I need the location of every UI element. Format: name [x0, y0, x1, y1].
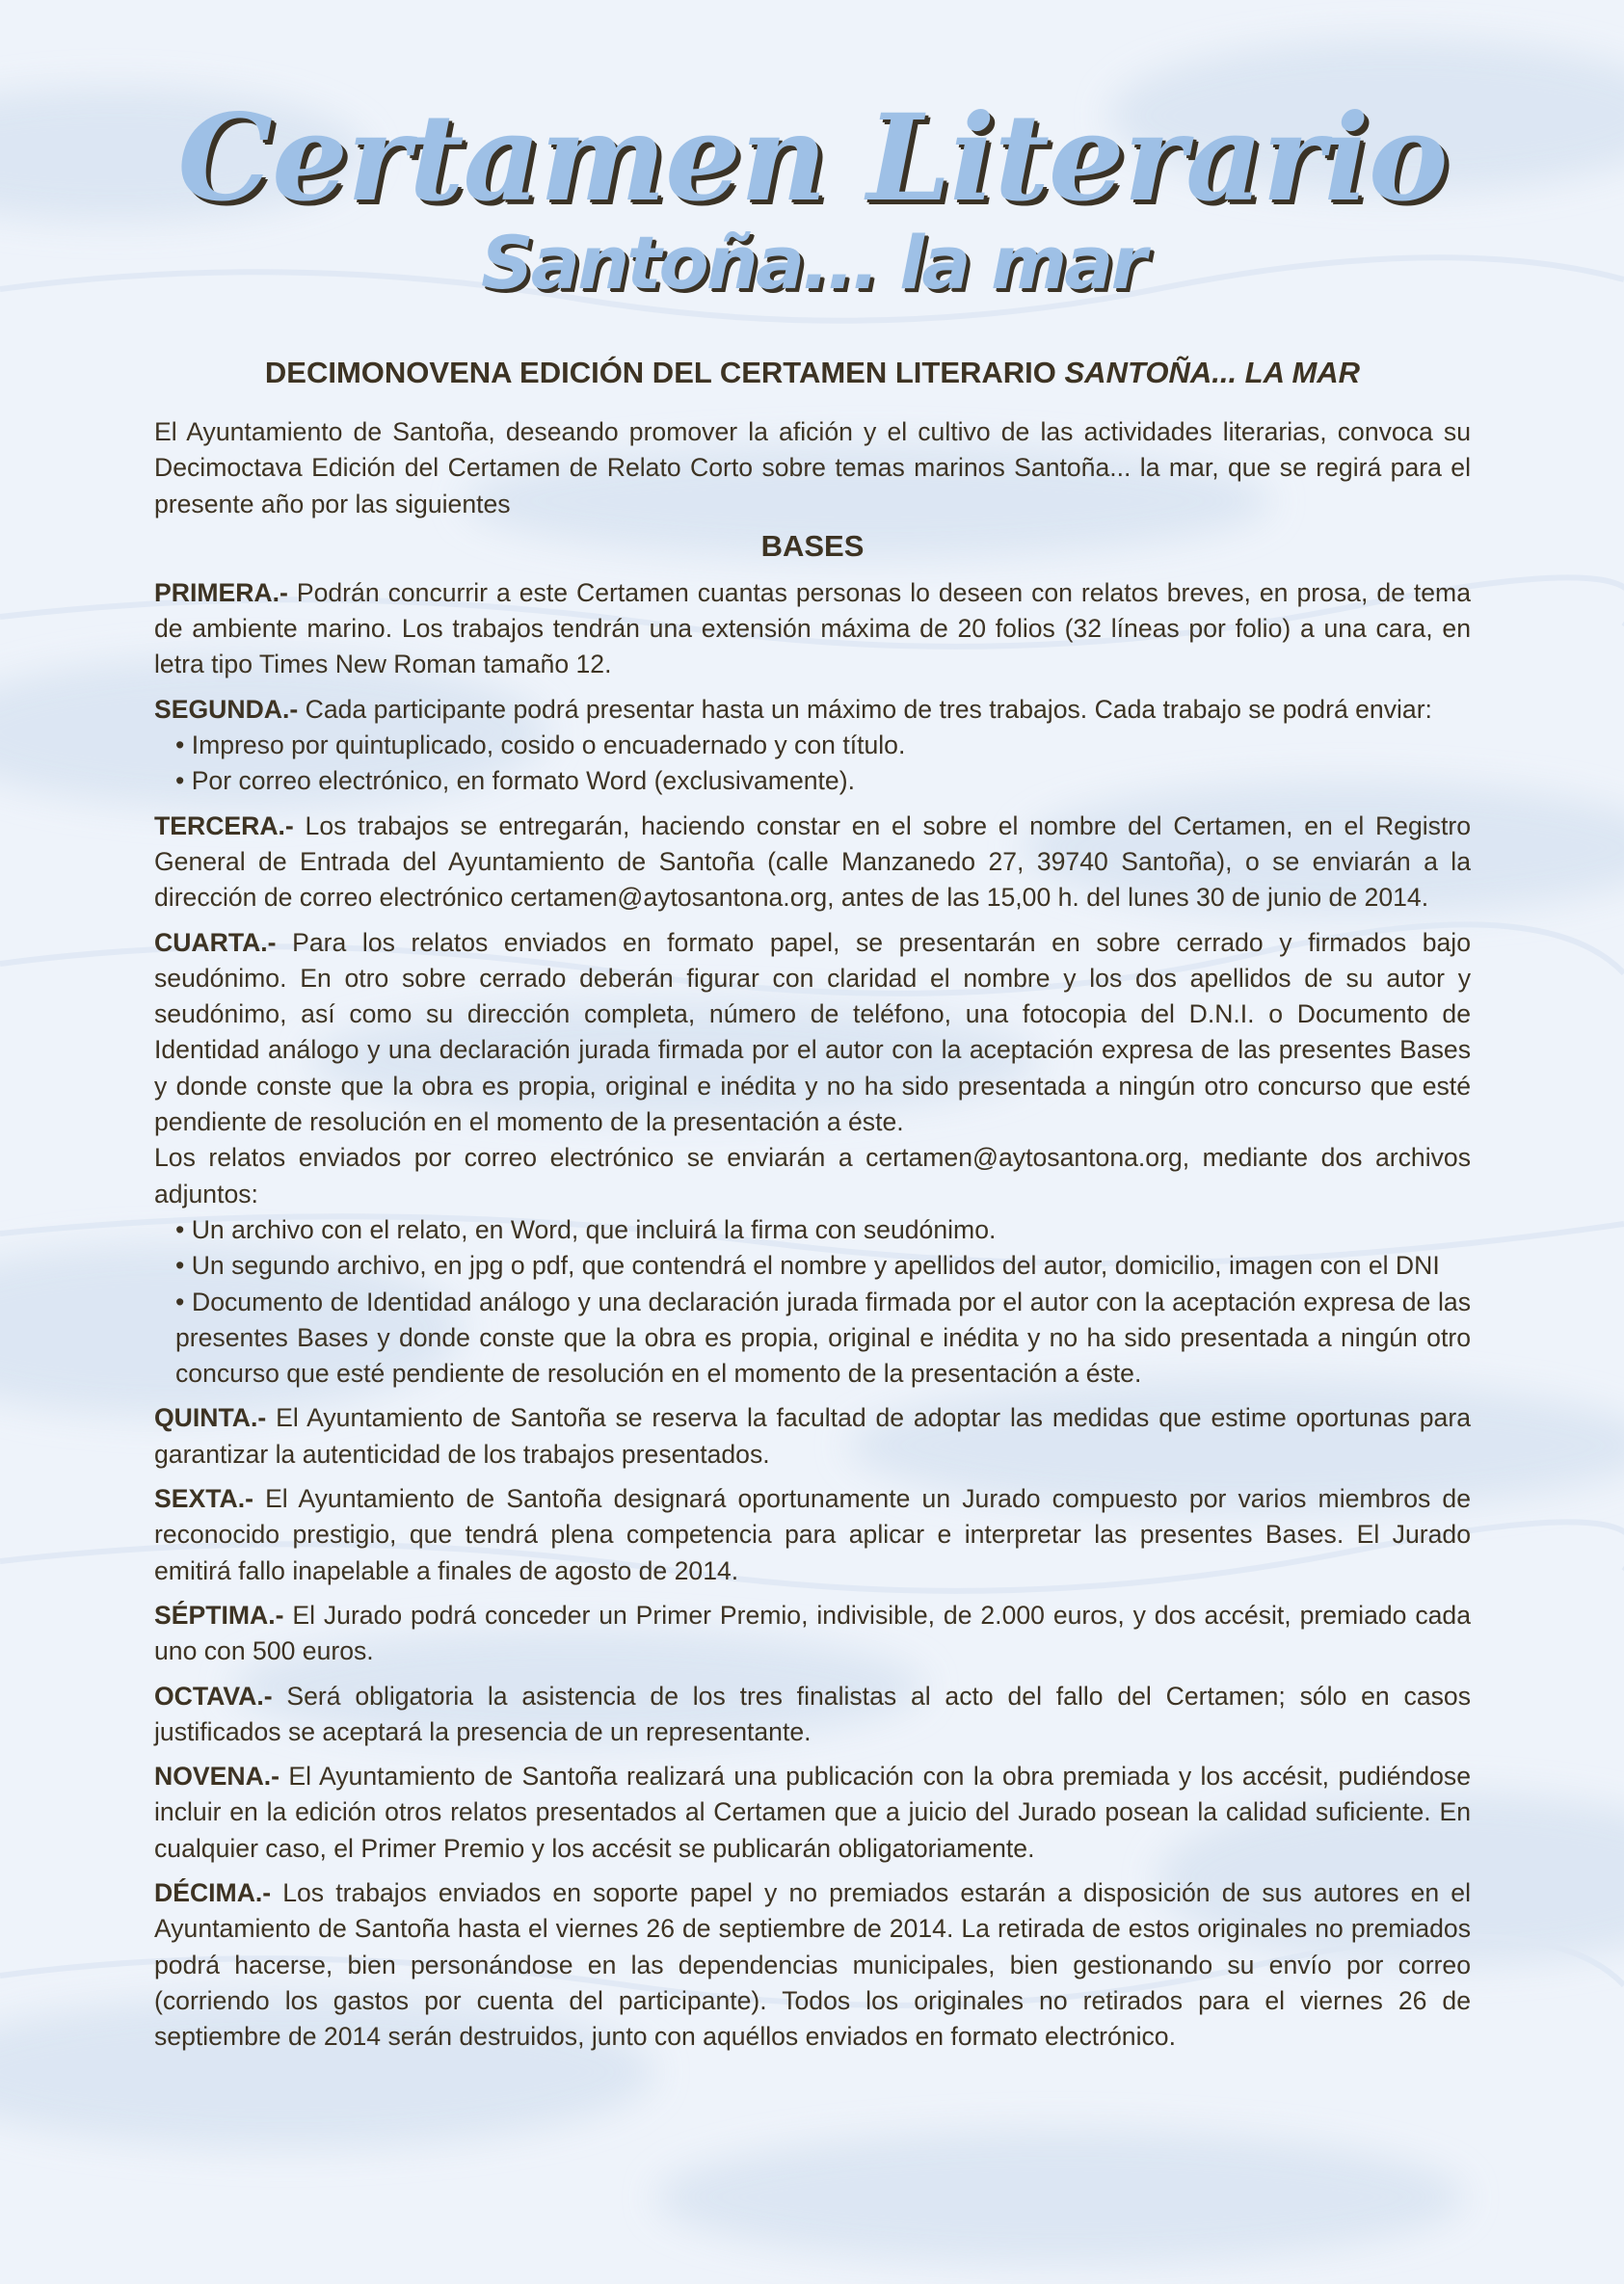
- list-item: • Un archivo con el relato, en Word, que incluirá la firma con seudónimo.: [175, 1214, 997, 1244]
- list-item: • Por correo electrónico, en formato Word (exclusivamente).: [175, 766, 855, 796]
- clause-label: SEXTA.-: [154, 1484, 253, 1514]
- clause-text: Cada participante podrá presentar hasta un máximo de tres trabajos. Cada trabajo se podrá enviar:: [298, 694, 1432, 724]
- clause-label: PRIMERA.-: [154, 577, 288, 607]
- clause-text: Podrán concurrir a este Certamen cuantas personas lo deseen con relatos breves, en prosa, de tema de ambiente marino. Los trabajos tendrán una extensión máxima de 20 folios (32 líneas por folio) a una cara, en letra tipo Times New Roman tamaño 12.: [154, 577, 1471, 679]
- clause-label: NOVENA.-: [154, 1762, 280, 1792]
- edition-heading: [154, 349, 1471, 397]
- main-subtitle: Santoña... la mar: [481, 220, 1144, 305]
- clause-label: QUINTA.-: [154, 1403, 267, 1433]
- clause-text: Los trabajos se entregarán, haciendo constar en el sobre el nombre del Certamen, en el Registro General de Entrada del Ayuntamiento de Santoña (calle Manzanedo 27, 39740 Santoña), o se enviarán a la dirección de correo electrónico certamen@aytosantona.org, antes de las 15,00 h. del lunes 30 de junio de 2014.: [154, 810, 1471, 913]
- clause-tercera: [154, 809, 1471, 916]
- clause-quinta: [154, 1400, 1471, 1473]
- clause-label: SÉPTIMA.-: [154, 1600, 284, 1630]
- clause-label: CUARTA.-: [154, 927, 277, 957]
- clause-label: OCTAVA.-: [154, 1681, 273, 1711]
- clause-cuarta: [154, 925, 1471, 1141]
- edition-heading-italic: SANTOÑA... LA MAR: [1064, 356, 1361, 389]
- list-item: • Un segundo archivo, en jpg o pdf, que contendrá el nombre y apellidos del autor, domicilio, imagen con el DNI: [175, 1251, 1440, 1281]
- clause-text: Para los relatos enviados en formato papel, se presentarán en sobre cerrado y firmados bajo seudónimo. En otro sobre cerrado deberán figurar con claridad el nombre y los dos apellidos de su autor y seudónimo, así como su dirección completa, número de teléfono, una fotocopia del D.N.I. o Documento de Identidad análogo y una declaración jurada firmada por el autor con la aceptación expresa de las presentes Bases y donde conste que la obra es propia, original e inédita y no ha sido presentada a ningún otro concurso que esté pendiente de resolución en el momento de la presentación a éste.: [154, 927, 1471, 1137]
- list-item: • Documento de Identidad análogo y una declaración jurada firmada por el autor con la aceptación expresa de las presentes Bases y donde conste que la obra es propia, original e inédita y no ha sido presentada a ningún otro concurso que esté pendiente de resolución en el momento de la presentación a éste.: [175, 1287, 1471, 1389]
- clause-text: El Ayuntamiento de Santoña se reserva la facultad de adoptar las medidas que estime oportunas para garantizar la autenticidad de los trabajos presentados.: [154, 1403, 1471, 1469]
- clause-septima: [154, 1598, 1471, 1670]
- main-title: Certamen Literario: [177, 89, 1448, 228]
- bases-heading: BASES: [760, 528, 865, 563]
- clause-decima: [154, 1875, 1471, 2055]
- clause-primera: [154, 575, 1471, 683]
- document-body: [154, 414, 1471, 2055]
- clause-sexta: [154, 1481, 1471, 1589]
- clause-text: El Jurado podrá conceder un Primer Premio, indivisible, de 2.000 euros, y dos accésit, premiado cada uno con 500 euros.: [154, 1600, 1471, 1666]
- edition-heading-text: DECIMONOVENA EDICIÓN DEL CERTAMEN LITERARIO: [264, 356, 1065, 389]
- clause-cuarta-extra: Los relatos enviados por correo electrónico se enviarán a certamen@aytosantona.org, mediante dos archivos adjuntos:: [154, 1143, 1471, 1208]
- clause-octava: [154, 1679, 1471, 1751]
- clause-text: Los trabajos enviados en soporte papel y no premiados estarán a disposición de sus autores en el Ayuntamiento de Santoña hasta el viernes 26 de septiembre de 2014. La retirada de estos originales no premiados podrá hacerse, bien personándose en las dependencias municipales, bien gestionando su envío por correo (corriendo los gastos por cuenta del participante). Todos los originales no retirados para el viernes 26 de septiembre de 2014 serán destruidos, junto con aquéllos enviados en formato electrónico.: [154, 1877, 1471, 2052]
- clause-label: SEGUNDA.-: [154, 694, 299, 724]
- clause-text: Será obligatoria la asistencia de los tres finalistas al acto del fallo del Certamen; sólo en casos justificados se aceptará la presencia de un representante.: [154, 1681, 1471, 1746]
- clause-label: DÉCIMA.-: [154, 1877, 272, 1907]
- clause-text: El Ayuntamiento de Santoña designará oportunamente un Jurado compuesto por varios miembros de reconocido prestigio, que tendrá plena competencia para aplicar e interpretar las presentes Bases. El Jurado emitirá fallo inapelable a finales de agosto de 2014.: [154, 1484, 1471, 1585]
- clause-label: TERCERA.-: [154, 810, 294, 840]
- intro-paragraph: El Ayuntamiento de Santoña, deseando promover la afición y el cultivo de las actividades literarias, convoca su Decimoctava Edición del Certamen de Relato Corto sobre temas marinos Santoña... la mar, que se regirá para el presente año por las siguientes: [154, 417, 1471, 518]
- clause-novena: [154, 1759, 1471, 1867]
- clause-segunda: [154, 692, 1471, 728]
- list-item: • Impreso por quintuplicado, cosido o encuadernado y con título.: [175, 730, 906, 760]
- clause-text: El Ayuntamiento de Santoña realizará una publicación con la obra premiada y los accésit, pudiéndose incluir en la edición otros relatos presentados al Certamen que a juicio del Jurado posean la calidad suficiente. En cualquier caso, el Primer Premio y los accésit se publicarán obligatoriamente.: [154, 1762, 1471, 1863]
